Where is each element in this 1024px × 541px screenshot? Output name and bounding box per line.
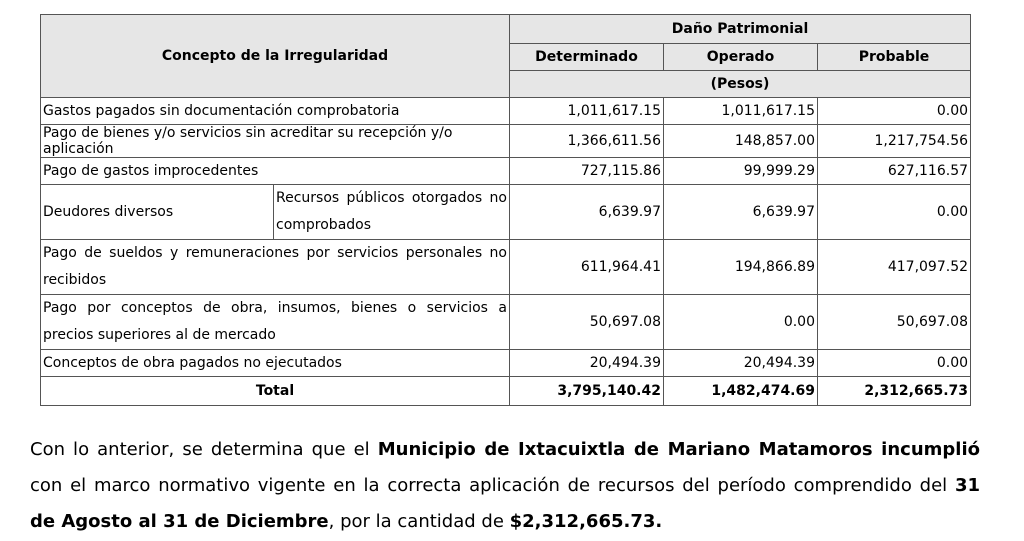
- row-determinado: 6,639.97: [510, 185, 664, 240]
- municipality-name: Municipio de Ixtacuixtla de Mariano Matamoros incumplió: [377, 439, 980, 460]
- row-concept: Conceptos de obra pagados no ejecutados: [41, 350, 510, 377]
- row-operado: 1,011,617.15: [664, 98, 818, 125]
- group-header: Daño Patrimonial: [510, 15, 971, 44]
- table-row: [41, 158, 971, 185]
- row-concept: Pago de gastos improcedentes: [41, 158, 510, 185]
- row-probable: 0.00: [818, 350, 971, 377]
- row-probable: 1,217,754.56: [818, 125, 971, 158]
- total-probable: 2,312,665.73: [818, 377, 971, 406]
- row-concept: Pago de sueldos y remuneraciones por servicios personales no recibidos: [41, 240, 510, 295]
- table-row: [41, 98, 971, 125]
- row-probable: 0.00: [818, 185, 971, 240]
- para-text-2: con el marco normativo vigente en la correcta aplicación de recursos del período comprendido del: [30, 475, 955, 496]
- row-concept: Pago por conceptos de obra, insumos, bienes o servicios a precios superiores al de mercado: [41, 295, 510, 350]
- row-determinado: 1,366,611.56: [510, 125, 664, 158]
- row-probable: 50,697.08: [818, 295, 971, 350]
- col-probable-header: Probable: [818, 44, 971, 71]
- row-operado: 148,857.00: [664, 125, 818, 158]
- row-concept: Gastos pagados sin documentación comprobatoria: [41, 98, 510, 125]
- total-determinado: 3,795,140.42: [510, 377, 664, 406]
- col-operado-header: Operado: [664, 44, 818, 71]
- row-operado: 20,494.39: [664, 350, 818, 377]
- row-determinado: 611,964.41: [510, 240, 664, 295]
- amount: $2,312,665.73.: [509, 511, 663, 532]
- units-header: (Pesos): [510, 71, 971, 98]
- period-range: 31 de Agosto al 31 de Diciembre: [30, 475, 980, 532]
- row-probable: 0.00: [818, 98, 971, 125]
- col-determinado-header: Determinado: [510, 44, 664, 71]
- conclusion-paragraph: [30, 432, 980, 540]
- total-row: [41, 377, 971, 406]
- row-probable: 627,116.57: [818, 158, 971, 185]
- row-subconcept: Recursos públicos otorgados no comprobados: [274, 185, 510, 240]
- table-row: [41, 185, 971, 240]
- total-label: Total: [41, 377, 510, 406]
- table-row: [41, 240, 971, 295]
- row-determinado: 20,494.39: [510, 350, 664, 377]
- table-row: [41, 350, 971, 377]
- row-concept: Deudores diversos: [41, 185, 274, 240]
- row-operado: 194,866.89: [664, 240, 818, 295]
- irregularities-table: [40, 14, 971, 406]
- row-operado: 0.00: [664, 295, 818, 350]
- para-text-1: Con lo anterior, se determina que el: [30, 439, 378, 460]
- table-row: [41, 295, 971, 350]
- row-determinado: 1,011,617.15: [510, 98, 664, 125]
- row-concept: Pago de bienes y/o servicios sin acreditar su recepción y/o aplicación: [41, 125, 510, 158]
- row-operado: 6,639.97: [664, 185, 818, 240]
- total-operado: 1,482,474.69: [664, 377, 818, 406]
- row-determinado: 727,115.86: [510, 158, 664, 185]
- row-probable: 417,097.52: [818, 240, 971, 295]
- table-row: [41, 125, 971, 158]
- row-operado: 99,999.29: [664, 158, 818, 185]
- concept-header: Concepto de la Irregularidad: [41, 15, 510, 98]
- row-determinado: 50,697.08: [510, 295, 664, 350]
- para-text-3: , por la cantidad de: [328, 511, 510, 532]
